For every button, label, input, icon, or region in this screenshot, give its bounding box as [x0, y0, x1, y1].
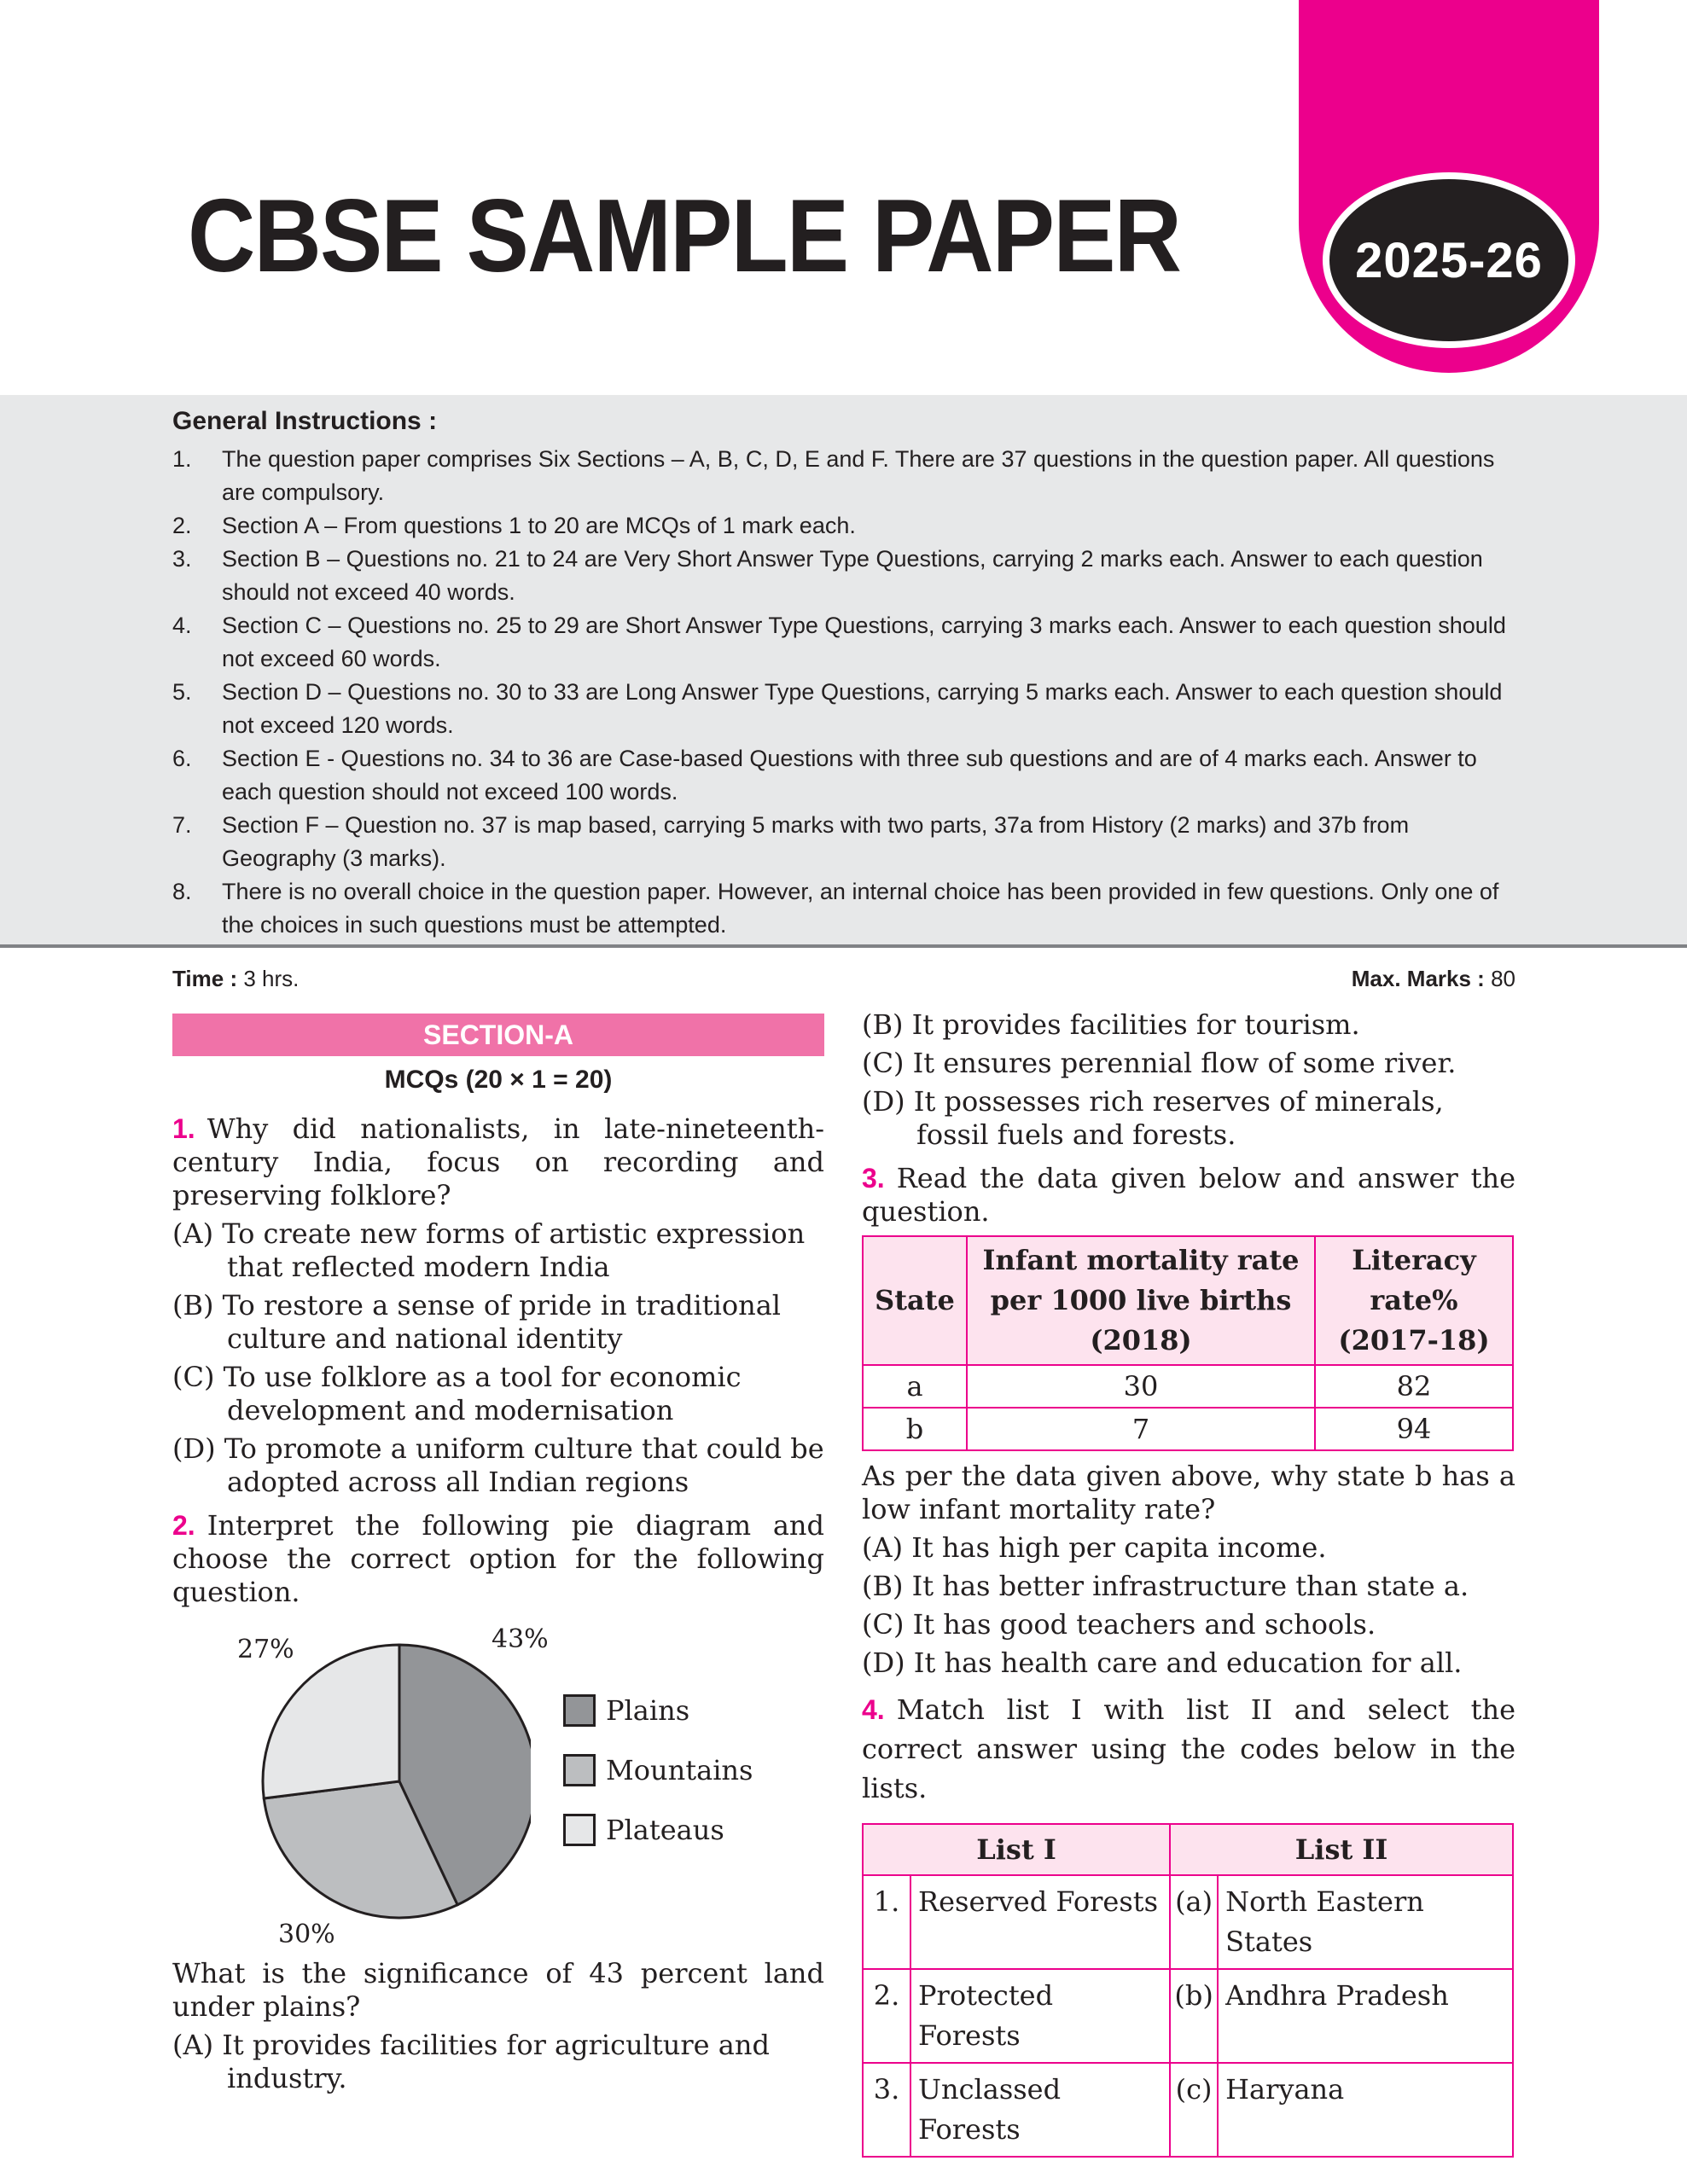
table-cell: 3.: [863, 2063, 910, 2157]
q3-option-d: (D) It has health care and education for all.: [862, 1647, 1463, 1679]
pie-label-plains: 43%: [492, 1624, 549, 1654]
question-text: Why did nationalists, in late-nineteenth-century India, focus on recording and preserving folklore?: [172, 1112, 824, 1211]
q3-data-table: [862, 1235, 1514, 1451]
instruction-number: 4.: [172, 613, 192, 638]
table-header: List I: [863, 1824, 1170, 1875]
table-cell: Haryana: [1218, 2063, 1513, 2157]
q3-option-c: (C) It has good teachers and schools.: [862, 1608, 1376, 1641]
instruction-number: 2.: [172, 513, 192, 538]
legend-label: Plateaus: [606, 1813, 724, 1846]
question-text: Read the data given below and answer the question.: [862, 1162, 1515, 1228]
table-cell: Andhra Pradesh: [1218, 1969, 1513, 2063]
section-subtitle: MCQs (20 × 1 = 20): [384, 1066, 613, 1094]
pie-label-plateaus: 27%: [237, 1635, 294, 1664]
table-cell: Protected Forests: [910, 1969, 1170, 2063]
year-badge: [1323, 172, 1575, 348]
instruction-text: Section C – Questions no. 25 to 29 are Short Answer Type Questions, carrying 3 marks each. Answer to each question should not exceed 60 words.: [222, 613, 1506, 671]
instruction-item: [172, 742, 1514, 809]
instruction-item: [172, 543, 1514, 609]
table-cell: 2.: [863, 1969, 910, 2063]
question-number: 1.: [172, 1113, 195, 1144]
instruction-item: [172, 509, 1514, 543]
instruction-text: Section E - Questions no. 34 to 36 are Case-based Questions with three sub questions and are of 4 marks each. Answer to each question should not exceed 100 words.: [222, 746, 1477, 804]
instruction-number: 6.: [172, 746, 192, 771]
q1-option-d: (D) To promote a uniform culture that could be adopted across all Indian regions: [172, 1432, 824, 1498]
legend-swatch: [563, 1754, 596, 1786]
pie-chart: [172, 1614, 824, 1957]
q1-option-a: (A) To create new forms of artistic expression that reflected modern India: [172, 1217, 806, 1283]
q3-option-b: (B) It has better infrastructure than state a.: [862, 1570, 1469, 1602]
question-number: 2.: [172, 1510, 195, 1541]
table-cell: 30: [967, 1365, 1315, 1408]
legend-item-plateaus: [563, 1800, 753, 1860]
table-cell: North Eastern States: [1218, 1875, 1513, 1969]
table-cell: Reserved Forests: [910, 1875, 1170, 1969]
instruction-text: The question paper comprises Six Sections – A, B, C, D, E and F. There are 37 questions in the question paper. All questions are compulsory.: [222, 446, 1495, 505]
general-instructions-panel: [0, 395, 1687, 948]
table-cell: Unclassed Forests: [910, 2063, 1170, 2157]
table-row: [863, 2063, 1513, 2157]
instruction-item: [172, 443, 1514, 509]
instruction-text: Section A – From questions 1 to 20 are MCQs of 1 mark each.: [222, 513, 856, 538]
table-row: [863, 1969, 1513, 2063]
table-cell: (c): [1170, 2063, 1218, 2157]
table-row: [863, 1408, 1513, 1450]
q1-option-b: (B) To restore a sense of pride in traditional culture and national identity: [172, 1289, 782, 1355]
question-3: [862, 1162, 1515, 1228]
legend-item-mountains: [563, 1740, 753, 1800]
year-badge-text: 2025-26: [1355, 232, 1543, 288]
instruction-item: [172, 676, 1514, 742]
q2-option-c: (C) It ensures perennial flow of some river.: [862, 1047, 1457, 1079]
q3-option-a: (A) It has high per capita income.: [862, 1531, 1327, 1564]
table-cell: 7: [967, 1408, 1315, 1450]
table-header: Literacy rate% (2017-18): [1315, 1236, 1513, 1365]
question-1: [172, 1112, 824, 1212]
question-3-prompt: As per the data given above, why state b has a low infant mortality rate?: [862, 1460, 1515, 1525]
q2-option-b: (B) It provides facilities for tourism.: [862, 1008, 1360, 1041]
legend-label: Plains: [606, 1693, 690, 1727]
instruction-number: 5.: [172, 679, 192, 705]
question-text: Match list I with list II and select the correct answer using the codes below in the lists.: [862, 1693, 1515, 1804]
table-cell: a: [863, 1365, 967, 1408]
marks-label: Max. Marks :: [1351, 966, 1485, 991]
pie-label-mountains: 30%: [278, 1920, 335, 1949]
q2-option-d: (D) It possesses rich reserves of minerals, fossil fuels and forests.: [862, 1085, 1444, 1151]
left-column: [172, 1014, 824, 2100]
instruction-text: Section D – Questions no. 30 to 33 are Long Answer Type Questions, carrying 5 marks each. Answer to each question should not exceed 120 words.: [222, 679, 1503, 738]
table-header: State: [863, 1236, 967, 1365]
right-column: [862, 1008, 1515, 2158]
instruction-text: Section B – Questions no. 21 to 24 are Very Short Answer Type Questions, carrying 2 marks each. Answer to each question should not exceed 40 words.: [222, 546, 1483, 605]
question-text: Interpret the following pie diagram and choose the correct option for the following question.: [172, 1509, 824, 1608]
question-2-prompt: What is the significance of 43 percent land under plains?: [172, 1957, 824, 2023]
instruction-item: [172, 609, 1514, 676]
question-2: [172, 1509, 824, 1609]
instruction-number: 1.: [172, 446, 192, 472]
instructions-heading: General Instructions :: [172, 407, 438, 435]
table-header-row: [863, 1824, 1513, 1875]
instruction-number: 7.: [172, 812, 192, 838]
q1-option-c: (C) To use folklore as a tool for economic development and modernisation: [172, 1361, 742, 1426]
table-cell: 94: [1315, 1408, 1513, 1450]
pie-legend: [563, 1681, 753, 1860]
marks-value: 80: [1491, 966, 1515, 991]
table-cell: 82: [1315, 1365, 1513, 1408]
table-header: List II: [1170, 1824, 1513, 1875]
time-info: [172, 966, 299, 992]
time-label: Time :: [172, 966, 238, 991]
legend-item-plains: [563, 1681, 753, 1740]
legend-label: Mountains: [606, 1753, 753, 1786]
instruction-number: 3.: [172, 546, 192, 572]
table-row: [863, 1365, 1513, 1408]
legend-swatch: [563, 1814, 596, 1846]
table-cell: b: [863, 1408, 967, 1450]
time-value: 3 hrs.: [243, 966, 300, 991]
pie-chart-svg: [172, 1614, 531, 1957]
section-title: SECTION-A: [172, 1014, 824, 1056]
instruction-item: [172, 809, 1514, 875]
table-cell: (a): [1170, 1875, 1218, 1969]
table-header: Infant mortality rate per 1000 live births (2018): [967, 1236, 1315, 1365]
instruction-number: 8.: [172, 879, 192, 904]
page-title: CBSE SAMPLE PAPER: [188, 177, 1181, 293]
legend-swatch: [563, 1694, 596, 1727]
q2-option-a: (A) It provides facilities for agriculture and industry.: [172, 2029, 770, 2094]
instruction-text: There is no overall choice in the question paper. However, an internal choice has been provided in few questions. Only one of the choices in such questions must be attempted.: [222, 879, 1499, 938]
instruction-text: Section F – Question no. 37 is map based, carrying 5 marks with two parts, 37a from History (2 marks) and 37b from Geography (3 marks).: [222, 812, 1410, 871]
instruction-item: [172, 875, 1514, 942]
question-number: 4.: [862, 1694, 885, 1725]
question-4: [862, 1690, 1515, 1808]
table-cell: (b): [1170, 1969, 1218, 2063]
instructions-list: [172, 443, 1514, 942]
table-cell: 1.: [863, 1875, 910, 1969]
q4-match-table: [862, 1823, 1514, 2158]
max-marks-info: [1352, 966, 1515, 992]
pie-slice-plateaus: [263, 1645, 399, 1798]
question-number: 3.: [862, 1163, 885, 1194]
table-row: [863, 1875, 1513, 1969]
table-header-row: [863, 1236, 1513, 1365]
